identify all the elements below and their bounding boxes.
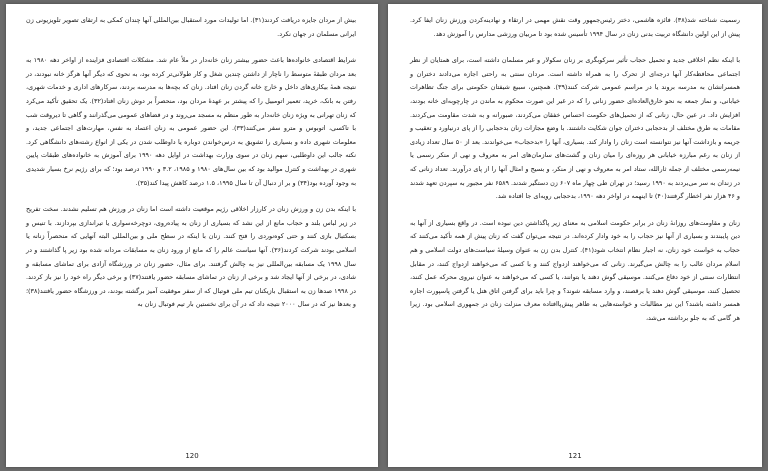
paragraph: رسمیت شناخته شد(۳۸). فائزه هاشمی، دختر رئیس‌جمهور وقت نقش مهمی در ارتقاء و نهادینه‌کردن ورزش زنان ایفا کرد. پیش از این اولین دانشگاه تربیت بدنی زنان در سال ۱۹۹۴ تأسیس شده بود تا مربیان ورزشی مدارس را آموزش دهد.	[410, 16, 740, 38]
page-121	[388, 4, 762, 467]
page-body	[26, 14, 356, 312]
paragraph: با اینکه نظم اخلاقی جدید و تحمیل حجاب تأثیر سرکوبگری بر زنان سکولار و غیر مسلمان داشته است، برای همتایان از نظر اجتماعی محافظه‌کار آنها درجه‌ای از تحرک را به همراه داشته است. مردان سنتی به راحتی اجازه می‌دادند دختران و همسرانشان به مدرسه بروند یا در مراسم عمومی شرکت کنند(۳۹). همچنین، سبیع شیفتان حکومتی برای جنگ تظاهرات خیابانی، و نماز جمعه به نحو خارق‌العاده‌ای حضور زنانی را که در غیر این صورت محکوم به ماندن در چارچوبه‌ای خانه بودند، افزایش داد. در عین حال، زنانی که از تحمیل‌های حکومت احساس خفقان می‌کردند، صبورانه و به شدت مقاومت می‌کردند. مقامات به طرق مختلف از بدحجابی دختران جوان شکایت داشتند. با وضع مجازات زنان بدحجابی را از پای درنیاورد و تعقیب و جریمه و بازداشت آنها نیز نتوانسته است زنان را وادار کند. بسیاری، آنها را «بدحجاب» می‌خواندند. بعد از ۵۰ سال تعداد زیادی از زنان به رغم مبارزه خیابانی هر روزه‌ای را میان زنان و گشت‌های سازمان‌های امر به معروف و نهی از منکر رسمی یا نیمه‌رسمی مختلف از جمله ثارالله، ستاد امر به معروف و نهی از منکر، و بسیج و امثال آنها را از پای درآورند. تعداد زنانی که در زندان به سر می‌بردند به ۱۹۹۰ رسید؛ در تهران طی چهار ماه ۶۰۷ زن دستگیر شدند. ۶۵۸۹ نفر مجبور به سپردن تعهد شدند و ۴۶ هزار نفر اخطار گرفتند(۴۰) تا اینهمه در اواخر دهه ۱۹۹۰، بدحجابی رویه‌ای جا افتاده شد.	[410, 56, 740, 201]
page-120	[6, 4, 378, 467]
page-body	[410, 14, 740, 325]
paragraph: زنان و مقاومت‌های روزانهٔ زنان در برابر حکومت اسلامی به معنای زیر پاگذاشتن دین نبوده است. در واقع بسیاری از آنها به دین پایبندند و بسیاری از آنها نیز حجاب را به خود وادار کرده‌اند. در نتیجه می‌توان گفت که زنان پیش از همه تأکید می‌کنند که حجاب به خواست خود زنان، نه اجبار نظام انتخاب شود(۴۱). کنترل بدن زن به عنوان وسیلهٔ سیاست‌های دولت اسلامی و هم اسلام مردان غالب را به چالش می‌گیرند. زنانی که می‌خواهند ازدواج کنند و با کسی که می‌خواهند ازدواج کنند، در مقابل انتظارات سنتی از خود دفاع می‌کنند. موسیقی گوش دهند یا بتوانند، یا کسی که می‌خواهند به عنوان نیروی محرکه عمل کنند، تحصیل کنند، موسیقی گوش دهند یا برقصند، و وارد مسابقه شوند؟ و چرا باید برای گرفتن اتاق هتل یا گرفتن پاسپورت اجازه همسر داشته باشند؟ این نیز مطالبات و خواسته‌هایی به ظاهر پیش‌پاافتاده معرف منزلت زنان در جمهوری اسلامی بود. زیرا هر گامی که به جلو برداشته می‌شد،	[410, 218, 740, 322]
page-number: 120	[185, 452, 199, 460]
page-number: 121	[568, 452, 582, 460]
paragraph: شرایط اقتصادی خانواده‌ها باعث حضور بیشتر زنان خانه‌دار در ملأ عام شد. مشکلات اقتصادی فزاینده از اواخر دهه ۱۹۸۰ به بعد مردان طبقهٔ متوسط را ناچار از داشتن چندین شغل و کار طولانی‌تر کرده بود، به نحوی که دیگر آنها هرگز خانه نبودند، در نتیجه همهٔ بیکاری‌های داخل و خارج خانه گردن زنان افتاد. زنان که بچه‌ها به مدرسه بردند، سرکارهای اداری و خدمات شهری، رفتن به بانک، خرید، تعمیر اتومبیل را که پیشتر بر عهدهٔ مردان بود، منحصراً بر دوش زنان افتاد(۳۲). یک تحقیق تأکید می‌کرد که زنان تهرانی به ویژه زنان خانه‌دار به طور منظم به مسجد می‌روند و در فضاهای عمومی می‌گذرانند و گاهی تا دیروقت شب با تاکسی، اتوبوس و مترو سفر می‌کنند(۳۳). این حضور عمومی به زنان اعتماد به نفس، مهارت‌های اجتماعی جدید، و معلومات شهری داده و بسیاری را تشویق به درس‌خواندن دوباره یا داوطلب شدن در یکی از انواع رشته‌های دانشگاهی کرد. نکته جالب این داوطلبی، سهم زنان در سوی وزارت بهداشت در اوایل دهه ۱۹۹۰ برای آموزش به خانواده‌های طبقات پایین شهری در بهداشت و کنترل موالید بود که بین سال‌های ۱۹۸۰ و ۱۹۸۵، ۳.۲ و ۱۹۹۰ درصد بود؛ که برای رژیم نرخ بسیار شدیدی به وجود آورده بود(۳۴) و بر از دنبال آن تا سال ۱۹۹۵، ۱.۵ درصد کاهش پیدا کند(۳۵).	[26, 56, 356, 187]
paragraph: بیش از مردان جایزه دریافت کردند(۳۱). اما تولیدات مورد استقبال بین‌المللی آنها چندان کمکی به ارتقای تصویر تلویزیونی زن ایرانی مسلمان در جهان نکرد.	[26, 16, 357, 38]
paragraph: با اینکه بدن زن و ورزش زنان در کارزار اخلاقی رژیم موقعیت داشته است اما زنان در ورزش هم تسلیم نشدند. سخت تفریح در زیر لباس بلند و حجاب مانع از این نشد که بسیاری از زنان به پیاده‌روی، دوچرخه‌سواری یا تیراندازی بپردازند. با تنیس و بسکتبال بازی کنند و حتی کوه‌نوردی را فتح کنند. زنان با اینکه در سطح ملی و بین‌المللی البته آنهایی که منحصراً زنانه یا اسلامی بودند شرکت کردند(۳۶). آنها سیاست عالم را که مانع از ورود زنان به مسابقات مردانه شده بود زیر پا گذاشتند و در سال ۱۹۹۸ یک مسابقه بین‌المللی نیز به چالش گرفتند. برای مثال، حضور زنان در ورزشگاه آزادی برای تماشای مسابقه و شادی، در برخی از آنها ایجاد شد و برخی از زنان در تماشای مسابقه حضور یافتند(۳۷) و برخی دیگر راه خود را نیز باز کردند. در ۱۹۹۸ صدها زن به استقبال بازیکنان تیم ملی فوتبال که از سفر موفقیت آمیز برگشته بودند، در ورزشگاه حضور یافتند(۳۸)؛ و بعدها نیز که در سال ۲۰۰۰ نتیجه داد که در آن برای نخستین بار تیم فوتبال زنان به	[26, 205, 357, 309]
